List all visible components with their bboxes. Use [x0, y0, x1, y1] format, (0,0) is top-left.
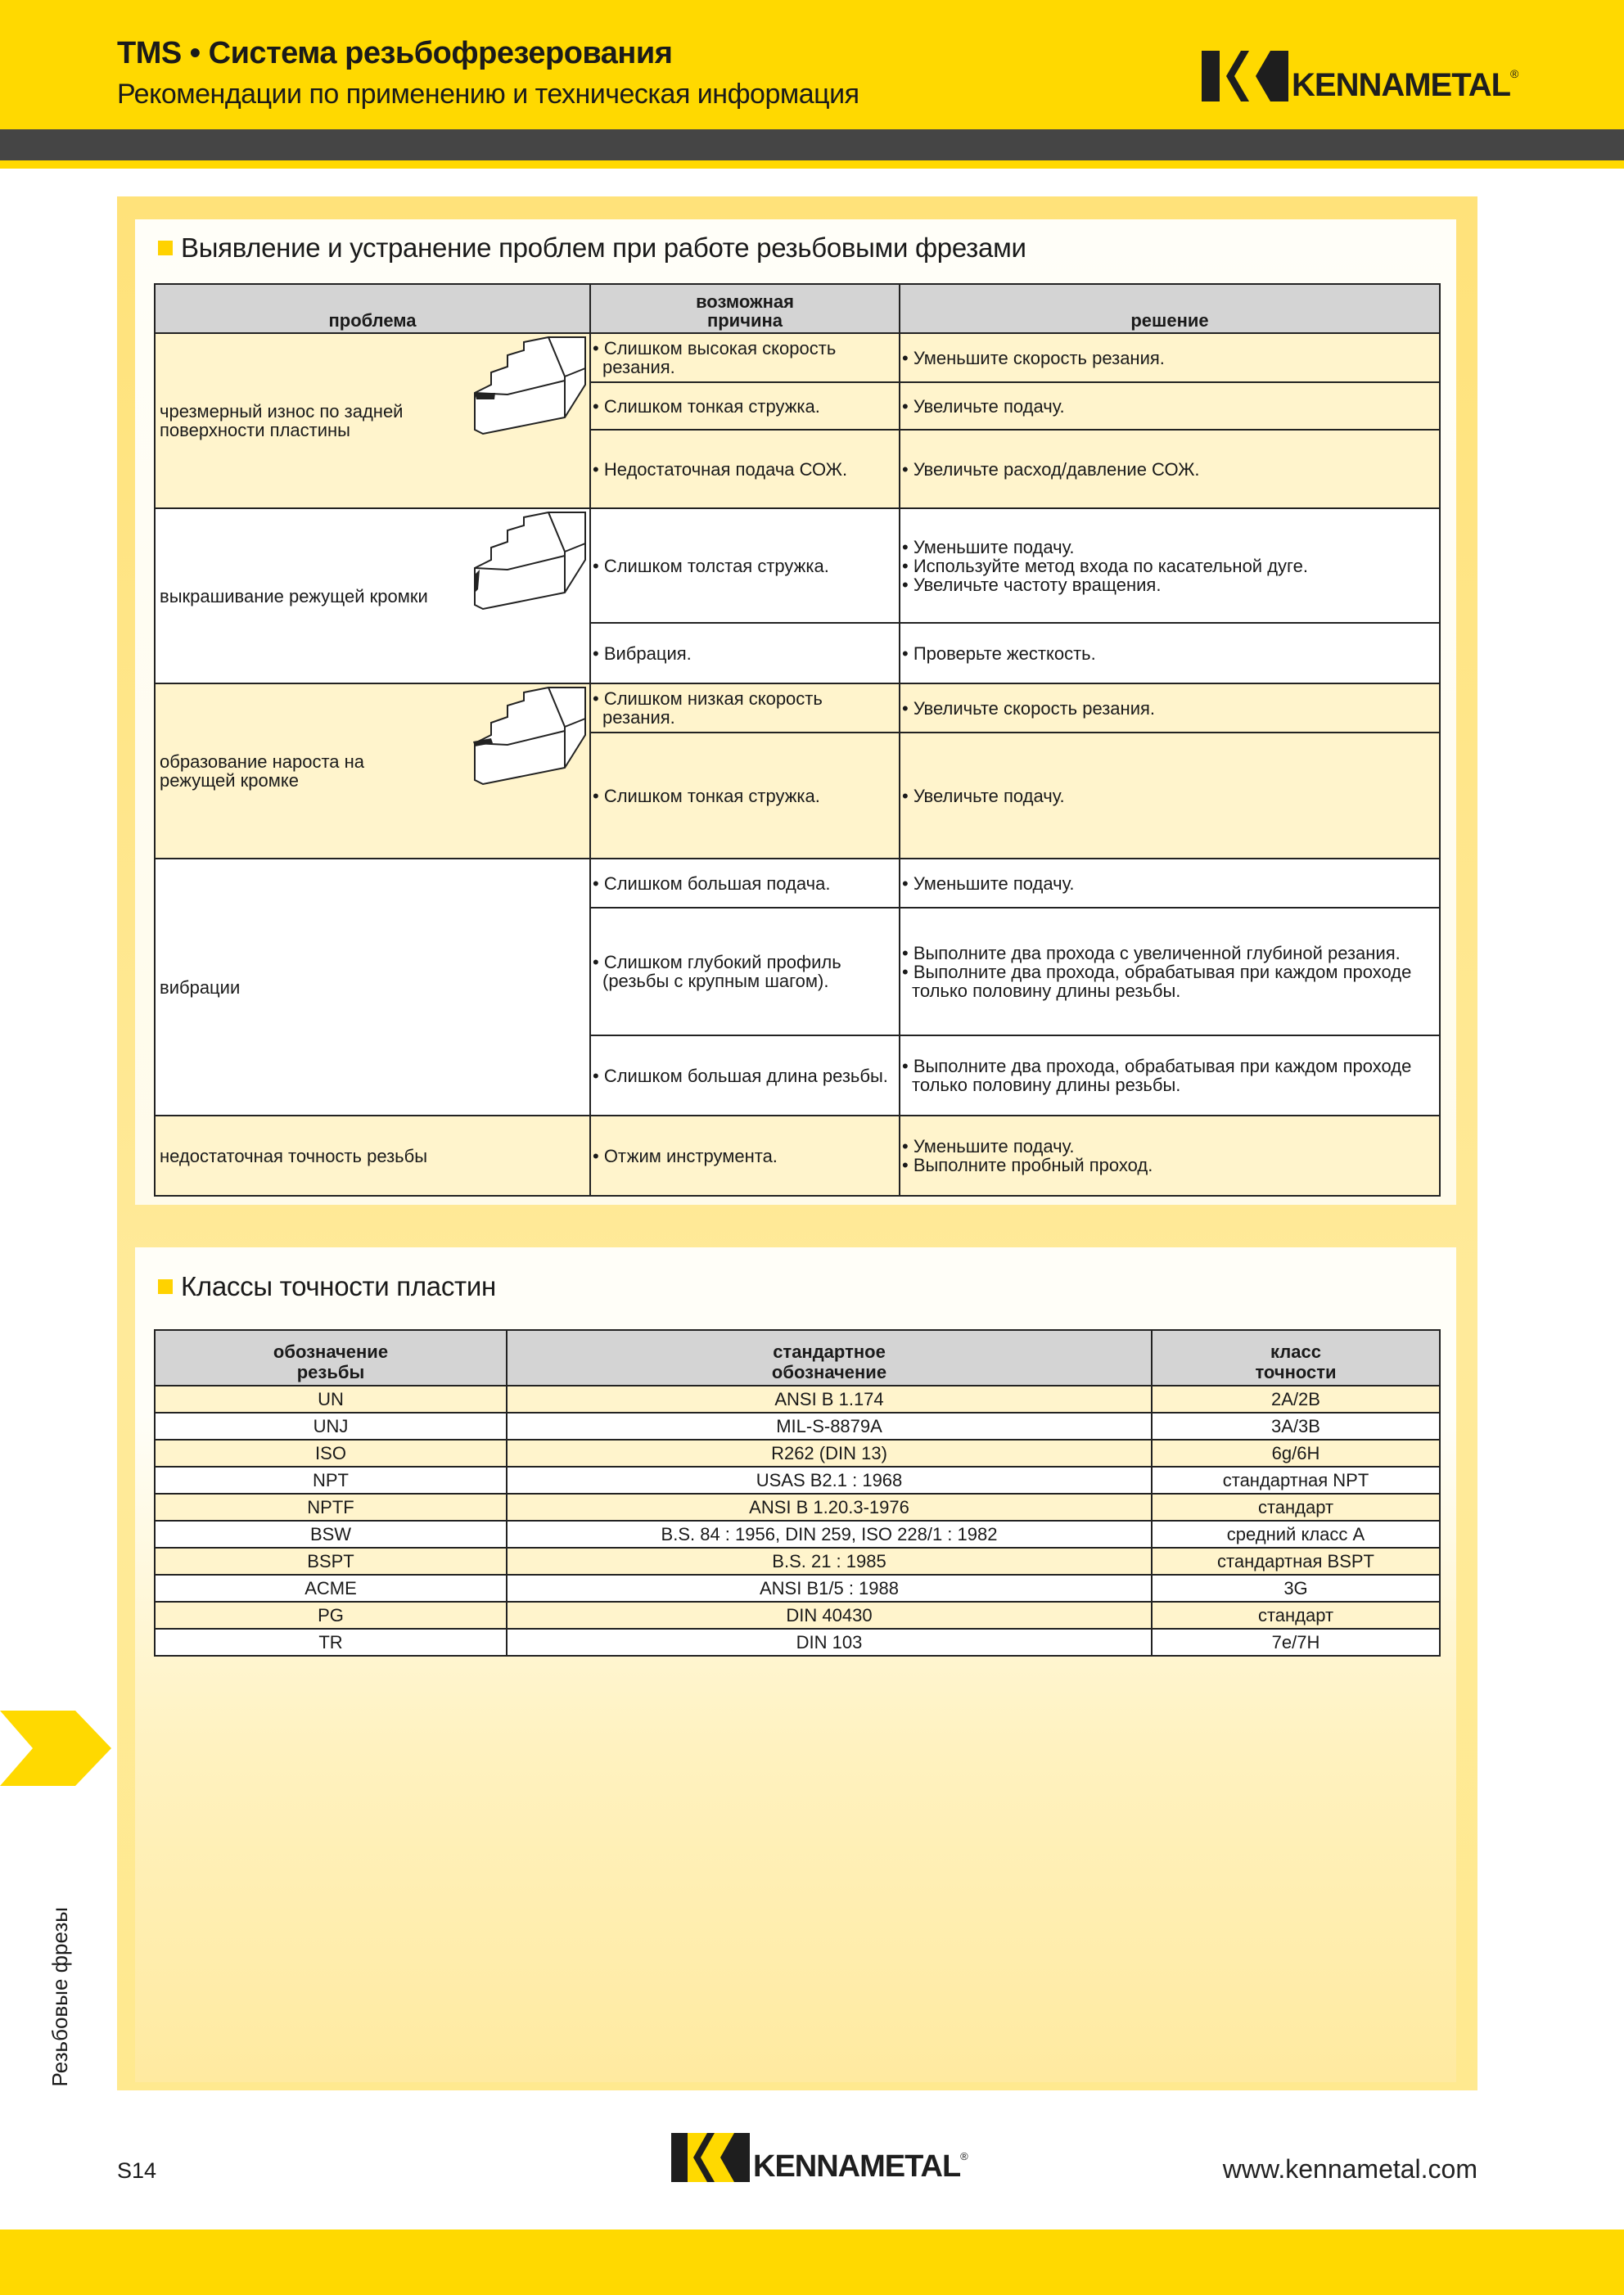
table-row: BSPT B.S. 21 : 1985 стандартная BSPT: [155, 1548, 1440, 1575]
kennametal-k-icon: [1202, 51, 1288, 101]
col-header-class: класс точности: [1152, 1330, 1440, 1386]
solution-cell: • Уменьшите подачу.: [900, 859, 1440, 908]
table-header-row: [155, 284, 1440, 333]
col-header-problem: проблема: [155, 284, 590, 333]
table-row: [155, 683, 1440, 733]
col-header-thread: обозначение резьбы: [155, 1330, 507, 1386]
solution-cell: • Увеличьте расход/давление СОЖ.: [900, 430, 1440, 508]
troubleshooting-title-text: Выявление и устранение проблем при работе резьбовыми фрезами: [181, 232, 1026, 263]
page-title: TMS • Система резьбофрезерования: [117, 36, 673, 70]
cause-cell: • Отжим инструмента.: [590, 1116, 900, 1196]
cause-cell: • Слишком большая длина резьбы.: [590, 1035, 900, 1116]
table-row: NPT USAS B2.1 : 1968 стандартная NPT: [155, 1467, 1440, 1494]
solution-cell: • Увеличьте подачу.: [900, 382, 1440, 430]
troubleshooting-title: [158, 232, 1026, 264]
insert-wear-illustration: [458, 336, 589, 442]
cause-cell: • Слишком низкая скорость резания.: [590, 683, 900, 733]
kennametal-logo-header: [1202, 51, 1518, 101]
yellow-square-icon: [158, 241, 173, 255]
cause-cell: • Слишком большая подача.: [590, 859, 900, 908]
cause-cell: • Слишком тонкая стружка.: [590, 382, 900, 430]
brand-reg: ®: [1510, 67, 1519, 80]
cause-cell: • Недостаточная подача СОЖ.: [590, 430, 900, 508]
table-row: [155, 1116, 1440, 1196]
table-row: BSW B.S. 84 : 1956, DIN 259, ISO 228/1 : 1982 средний класс A: [155, 1521, 1440, 1548]
table-row: UNJ MIL-S-8879A 3A/3B: [155, 1413, 1440, 1440]
troubleshooting-table: [154, 283, 1441, 1197]
brand-reg: ®: [960, 2150, 968, 2162]
header-dark-band: [0, 129, 1624, 160]
problem-cell: недостаточная точность резьбы: [155, 1116, 590, 1196]
page-header: [0, 0, 1624, 129]
problem-cell: [155, 333, 590, 508]
brand-wordmark: KENNAMETAL: [753, 2149, 961, 2184]
website-link[interactable]: www.kennametal.com: [1222, 2154, 1477, 2184]
header-thin-band: [0, 160, 1624, 169]
problem-text: выкрашивание режущей кромки: [160, 585, 428, 606]
tolerance-title: [158, 1271, 496, 1302]
solution-cell: • Выполните два прохода с увеличенной глубиной резания. • Выполните два прохода, обрабатывая при каждом проходе только половину длины резьбы.: [900, 908, 1440, 1035]
table-row: [155, 508, 1440, 623]
insert-buildup-illustration: [458, 686, 589, 792]
table-header-row: [155, 1330, 1440, 1386]
cause-cell: • Вибрация.: [590, 623, 900, 683]
col-header-solution: решение: [900, 284, 1440, 333]
table-row: ISO R262 (DIN 13) 6g/6H: [155, 1440, 1440, 1467]
solution-cell: • Уменьшите подачу. • Используйте метод входа по касательной дуге. • Увеличьте частоту вращения.: [900, 508, 1440, 623]
page-number: S14: [117, 2158, 157, 2183]
kennametal-logo-footer: [671, 2133, 968, 2182]
cause-cell: • Слишком толстая стружка.: [590, 508, 900, 623]
problem-text: образование нароста на режущей кромке: [160, 751, 365, 791]
cause-cell: • Слишком тонкая стружка.: [590, 733, 900, 859]
solution-cell: • Уменьшите подачу. • Выполните пробный проход.: [900, 1116, 1440, 1196]
problem-cell: вибрации: [155, 859, 590, 1116]
side-tab-arrow-icon: [0, 1711, 111, 1786]
problem-cell: [155, 683, 590, 859]
table-row: PG DIN 40430 стандарт: [155, 1602, 1440, 1629]
tolerance-title-text: Классы точности пластин: [181, 1271, 496, 1301]
solution-cell: • Проверьте жесткость.: [900, 623, 1440, 683]
insert-chipping-illustration: [458, 511, 589, 617]
footer-band: [0, 2230, 1624, 2295]
page-subtitle: Рекомендации по применению и техническая информация: [117, 79, 859, 110]
solution-cell: • Уменьшите скорость резания.: [900, 333, 1440, 382]
col-header-standard: стандартное обозначение: [507, 1330, 1152, 1386]
brand-wordmark: KENNAMETAL: [1292, 67, 1511, 103]
tolerance-table: [154, 1329, 1441, 1657]
cause-cell: • Слишком глубокий профиль (резьбы с крупным шагом).: [590, 908, 900, 1035]
table-row: [155, 859, 1440, 908]
solution-cell: • Увеличьте скорость резания.: [900, 683, 1440, 733]
solution-cell: • Выполните два прохода, обрабатывая при каждом проходе только половину длины резьбы.: [900, 1035, 1440, 1116]
solution-cell: • Увеличьте подачу.: [900, 733, 1440, 859]
kennametal-k-icon: [671, 2133, 750, 2182]
table-row: TR DIN 103 7e/7H: [155, 1629, 1440, 1656]
yellow-square-icon: [158, 1279, 173, 1294]
side-tab-label: Резьбовые фрезы: [47, 1907, 72, 2087]
cause-cell: • Слишком высокая скорость резания.: [590, 333, 900, 382]
table-row: [155, 333, 1440, 382]
table-row: NPTF ANSI B 1.20.3-1976 стандарт: [155, 1494, 1440, 1521]
table-row: UN ANSI B 1.174 2A/2B: [155, 1386, 1440, 1413]
table-row: ACME ANSI B1/5 : 1988 3G: [155, 1575, 1440, 1602]
col-header-cause: возможная причина: [590, 284, 900, 333]
problem-text: чрезмерный износ по задней поверхности пластины: [160, 401, 404, 440]
problem-cell: [155, 508, 590, 683]
